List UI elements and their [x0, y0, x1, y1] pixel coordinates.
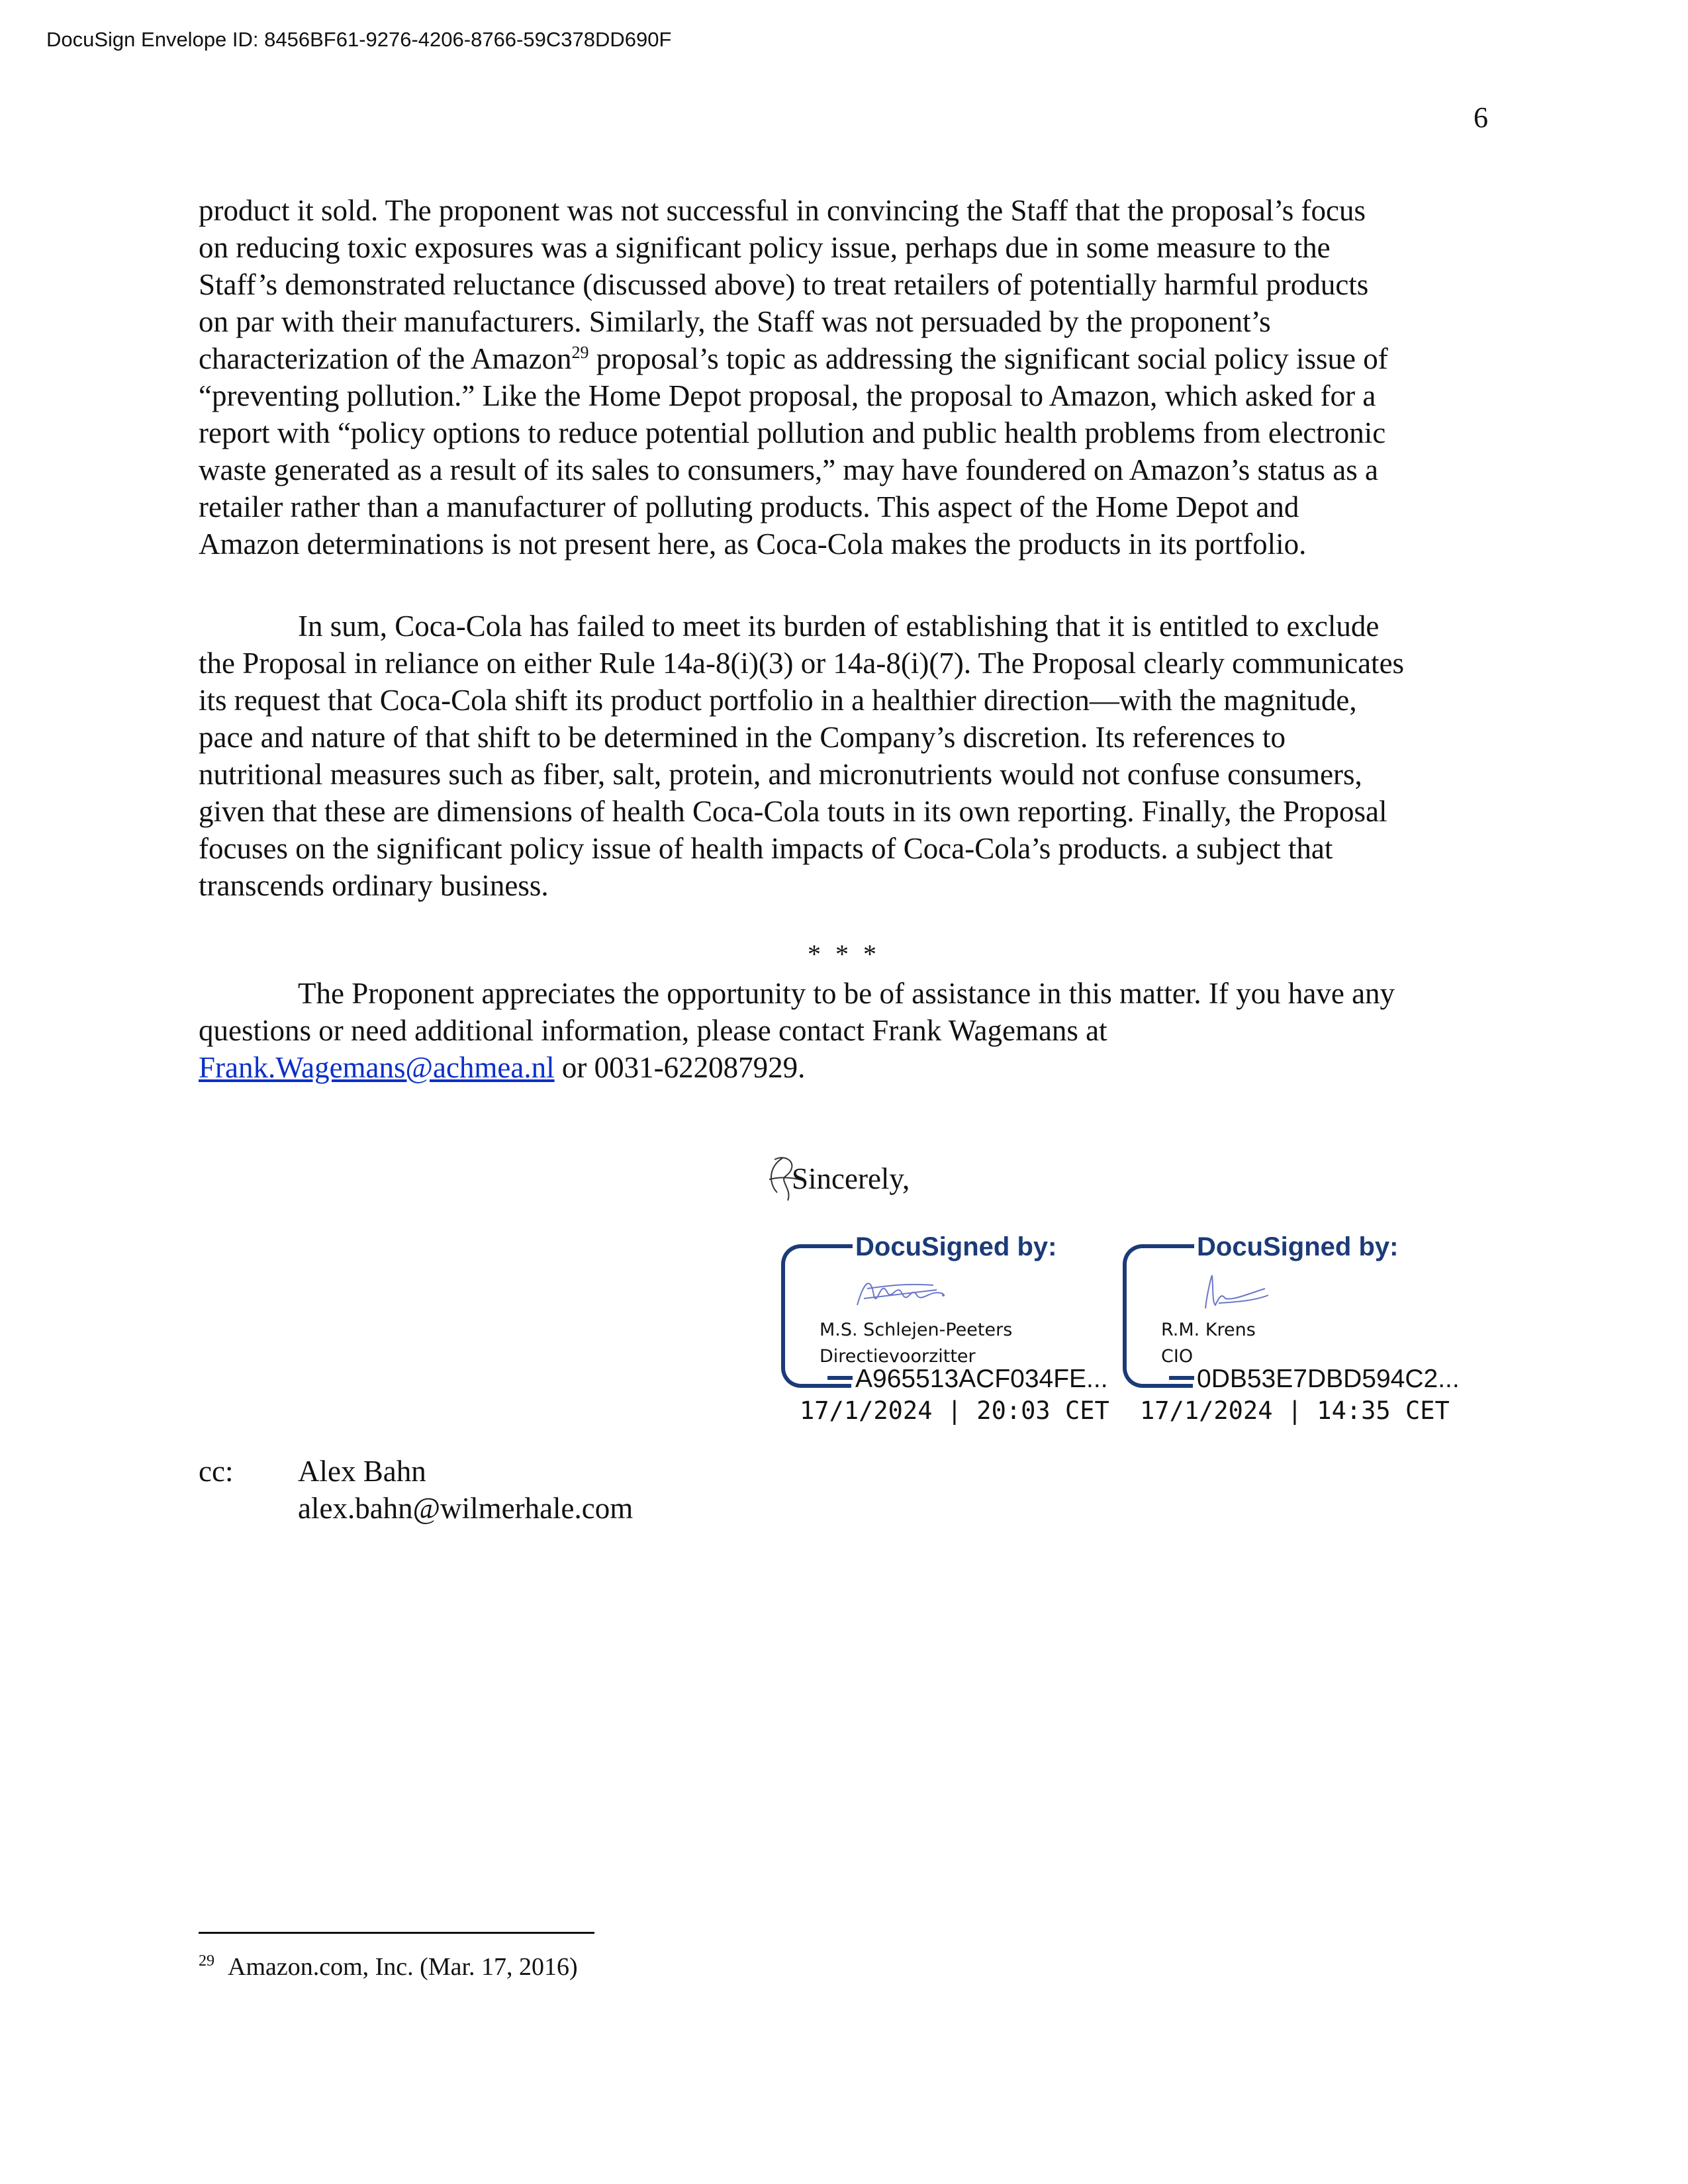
text-line: transcends ordinary business. — [199, 869, 549, 902]
text-line: report with “policy options to reduce potential pollution and public health problems from electronic — [199, 416, 1386, 449]
text-line — [199, 340, 1489, 377]
signature-date: 17/1/2024 | 14:35 CET — [1140, 1396, 1450, 1425]
text-line: waste generated as a result of its sales to consumers,” may have foundered on Amazon’s status as a — [199, 453, 1378, 486]
text-segment: or 0031-622087929. — [554, 1051, 806, 1084]
footnote — [199, 1952, 578, 1981]
text-segment: characterization of the Amazon — [199, 342, 572, 375]
bracket-top — [827, 1244, 853, 1248]
text-segment: proposal’s topic as addressing the significant social policy issue of — [588, 342, 1388, 375]
footnote-text: Amazon.com, Inc. (Mar. 17, 2016) — [228, 1953, 578, 1981]
footnote-rule — [199, 1932, 594, 1934]
cc-recipient — [298, 1453, 633, 1527]
signature-id: 0DB53E7DBD594C2... — [1197, 1365, 1460, 1393]
docusigned-by-label: DocuSigned by: — [855, 1232, 1057, 1261]
handwritten-signature-icon — [851, 1269, 950, 1315]
cc-name: Alex Bahn — [298, 1455, 426, 1488]
signer-role: Directievoorzitter — [820, 1346, 976, 1367]
text-line: on reducing toxic exposures was a significant policy issue, perhaps due in some measure to the — [199, 231, 1331, 264]
text-line: retailer rather than a manufacturer of polluting products. This aspect of the Home Depot and — [199, 490, 1299, 523]
text-line: product it sold. The proponent was not successful in convincing the Staff that the proposal’s focus — [199, 194, 1366, 227]
text-line: focuses on the significant policy issue of health impacts of Coca-Cola’s products. a subject that — [199, 832, 1333, 865]
cc-label: cc: — [199, 1455, 234, 1488]
contact-email-link[interactable]: Frank.Wagemans@achmea.nl — [199, 1051, 555, 1084]
paragraph-1 — [199, 192, 1489, 563]
text-segment: The Proponent appreciates the opportunity to be of assistance in this matter. If you have any — [298, 977, 1395, 1010]
bracket-bottom — [827, 1376, 853, 1380]
paragraph-3 — [199, 975, 1489, 1086]
text-line: questions or need additional information, please contact Frank Wagemans at — [199, 1014, 1107, 1047]
docusign-signature-block — [781, 1232, 1112, 1391]
signer-name: M.S. Schlejen-Peeters — [820, 1320, 1013, 1340]
page-number: 6 — [1474, 101, 1488, 134]
text-segment: In sum, Coca-Cola has failed to meet its burden of establishing that it is entitled to exclude — [298, 610, 1380, 643]
text-line: Staff’s demonstrated reluctance (discussed above) to treat retailers of potentially harmful products — [199, 268, 1369, 301]
text-line — [199, 1049, 1489, 1086]
docusign-signature-block — [1123, 1232, 1460, 1393]
handwritten-signature-icon — [1192, 1269, 1291, 1315]
text-line: its request that Coca-Cola shift its product portfolio in a healthier direction—with the magnitude, — [199, 684, 1357, 717]
signer-name: R.M. Krens — [1161, 1320, 1256, 1340]
cc-email: alex.bahn@wilmerhale.com — [298, 1492, 633, 1525]
signature-date: 17/1/2024 | 20:03 CET — [800, 1396, 1109, 1425]
section-separator: * * * — [808, 939, 880, 969]
sincerely-closing: Sincerely, — [792, 1162, 910, 1195]
footnote-reference[interactable]: 29 — [571, 343, 589, 362]
text-line — [199, 608, 1489, 645]
envelope-id: DocuSign Envelope ID: 8456BF61-9276-4206-8766-59C378DD690F — [46, 28, 672, 51]
text-line: on par with their manufacturers. Similarly, the Staff was not persuaded by the proponent’s — [199, 305, 1271, 338]
text-line: given that these are dimensions of health Coca-Cola touts in its own reporting. Finally, the Proposal — [199, 795, 1387, 828]
text-line: pace and nature of that shift to be determined in the Company’s discretion. Its references to — [199, 721, 1286, 754]
text-line: Amazon determinations is not present here, as Coca-Cola makes the products in its portfolio. — [199, 527, 1307, 561]
text-line: the Proposal in reliance on either Rule 14a-8(i)(3) or 14a-8(i)(7). The Proposal clearly communicates — [199, 647, 1405, 680]
text-line: nutritional measures such as fiber, salt, protein, and micronutrients would not confuse consumers, — [199, 758, 1362, 791]
signature-id: A965513ACF034FE... — [855, 1365, 1108, 1393]
signer-role: CIO — [1161, 1346, 1194, 1367]
text-line — [199, 975, 1489, 1012]
footnote-mark: 29 — [199, 1952, 214, 1970]
text-line: “preventing pollution.” Like the Home Depot proposal, the proposal to Amazon, which asked for a — [199, 379, 1376, 412]
bracket-bottom — [1169, 1376, 1194, 1380]
docusigned-by-label: DocuSigned by: — [1197, 1232, 1399, 1261]
bracket-top — [1169, 1244, 1194, 1248]
paragraph-2 — [199, 608, 1489, 904]
